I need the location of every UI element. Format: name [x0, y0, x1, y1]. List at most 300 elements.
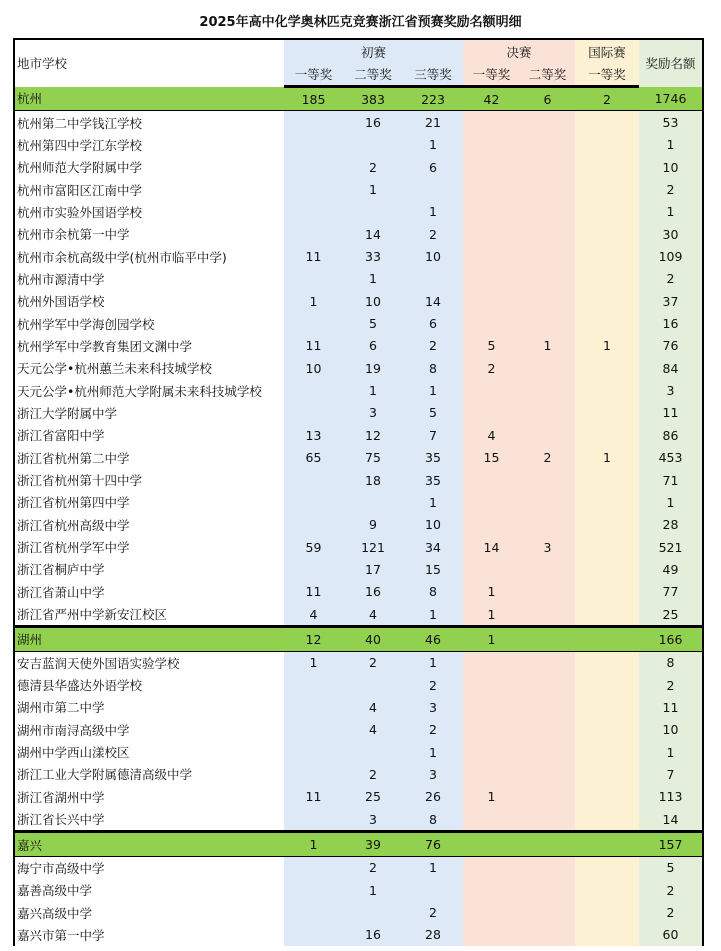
- school-name: 湖州市第二中学: [14, 696, 284, 718]
- school-name: 浙江省杭州高级中学: [14, 514, 284, 536]
- count-cell: [520, 312, 575, 334]
- school-name: 杭州市实验外国语学校: [14, 201, 284, 223]
- count-cell: [575, 581, 639, 603]
- region-name: 嘉兴: [14, 832, 284, 856]
- count-cell: [463, 719, 520, 741]
- count-cell: 1: [403, 651, 463, 674]
- table-row: [14, 719, 703, 741]
- total-cell: 7: [639, 763, 703, 785]
- count-cell: [520, 924, 575, 946]
- school-name: 湖州市南浔高级中学: [14, 719, 284, 741]
- count-cell: 2: [520, 447, 575, 469]
- count-cell: [575, 741, 639, 763]
- school-name: 杭州学军中学教育集团文渊中学: [14, 335, 284, 357]
- total-cell: 157: [639, 832, 703, 856]
- page-title: 2025年高中化学奥林匹克竞赛浙江省预赛奖励名额明细: [199, 15, 522, 30]
- total-cell: 11: [639, 696, 703, 718]
- count-cell: [575, 696, 639, 718]
- count-cell: [284, 696, 343, 718]
- school-name: 浙江省湖州中学: [14, 786, 284, 808]
- count-cell: [520, 808, 575, 832]
- header-school: 地市学校: [14, 39, 284, 87]
- table-row: [14, 379, 703, 401]
- school-name: 德清县华盛达外语学校: [14, 674, 284, 696]
- count-cell: 1: [463, 627, 520, 651]
- count-cell: [575, 514, 639, 536]
- school-name: 浙江省萧山中学: [14, 581, 284, 603]
- count-cell: [520, 786, 575, 808]
- count-cell: [575, 719, 639, 741]
- count-cell: [463, 156, 520, 178]
- total-cell: 8: [639, 651, 703, 674]
- table-row: [14, 268, 703, 290]
- table-row: [14, 514, 703, 536]
- table-row: [14, 357, 703, 379]
- school-name: 嘉善高级中学: [14, 879, 284, 901]
- count-cell: [520, 134, 575, 156]
- table-row: [14, 111, 703, 134]
- count-cell: [343, 134, 403, 156]
- total-cell: 28: [639, 514, 703, 536]
- count-cell: [520, 856, 575, 879]
- total-cell: 2: [639, 268, 703, 290]
- table-row: [14, 763, 703, 785]
- count-cell: [284, 856, 343, 879]
- table-row: [14, 178, 703, 200]
- table-row: [14, 786, 703, 808]
- count-cell: [520, 111, 575, 134]
- total-cell: 2: [639, 674, 703, 696]
- count-cell: [520, 424, 575, 446]
- count-cell: [520, 832, 575, 856]
- total-cell: 77: [639, 581, 703, 603]
- header-total: 奖励名额: [639, 39, 703, 87]
- table-row: [14, 223, 703, 245]
- total-cell: 1: [639, 491, 703, 513]
- count-cell: [575, 268, 639, 290]
- count-cell: [575, 201, 639, 223]
- count-cell: 17: [343, 558, 403, 580]
- total-cell: 453: [639, 447, 703, 469]
- table-row: [14, 696, 703, 718]
- count-cell: [575, 424, 639, 446]
- count-cell: [520, 223, 575, 245]
- count-cell: [575, 674, 639, 696]
- school-name: 嘉兴高级中学: [14, 901, 284, 923]
- count-cell: 5: [343, 312, 403, 334]
- count-cell: 8: [403, 808, 463, 832]
- table-row: [14, 581, 703, 603]
- count-cell: [575, 402, 639, 424]
- count-cell: [463, 514, 520, 536]
- count-cell: [575, 111, 639, 134]
- count-cell: 2: [575, 87, 639, 111]
- count-cell: [343, 901, 403, 923]
- table-row: [14, 134, 703, 156]
- count-cell: [520, 696, 575, 718]
- count-cell: [575, 223, 639, 245]
- count-cell: [284, 901, 343, 923]
- school-name: 杭州市富阳区江南中学: [14, 178, 284, 200]
- count-cell: 3: [520, 536, 575, 558]
- count-cell: 14: [403, 290, 463, 312]
- count-cell: 4: [284, 603, 343, 627]
- count-cell: 223: [403, 87, 463, 111]
- count-cell: [284, 223, 343, 245]
- count-cell: 2: [403, 719, 463, 741]
- table-row: [14, 651, 703, 674]
- count-cell: [463, 290, 520, 312]
- count-cell: 9: [343, 514, 403, 536]
- count-cell: [284, 201, 343, 223]
- count-cell: [284, 741, 343, 763]
- table-row: [14, 924, 703, 946]
- count-cell: 383: [343, 87, 403, 111]
- count-cell: 75: [343, 447, 403, 469]
- total-cell: 11: [639, 402, 703, 424]
- total-cell: 2: [639, 178, 703, 200]
- count-cell: 1: [284, 651, 343, 674]
- school-name: 天元公学•杭州师范大学附属未来科技城学校: [14, 379, 284, 401]
- count-cell: [284, 719, 343, 741]
- count-cell: 14: [343, 223, 403, 245]
- table-row: [14, 201, 703, 223]
- count-cell: [520, 558, 575, 580]
- count-cell: 16: [343, 924, 403, 946]
- count-cell: 1: [403, 856, 463, 879]
- total-cell: 1746: [639, 87, 703, 111]
- school-name: 杭州学军中学海创园学校: [14, 312, 284, 334]
- count-cell: [575, 290, 639, 312]
- school-name: 浙江工业大学附属德清高级中学: [14, 763, 284, 785]
- count-cell: [520, 402, 575, 424]
- count-cell: 1: [403, 603, 463, 627]
- count-cell: 1: [284, 832, 343, 856]
- count-cell: [463, 901, 520, 923]
- total-cell: 49: [639, 558, 703, 580]
- header-group-jue: 决赛: [463, 39, 575, 63]
- total-cell: 10: [639, 719, 703, 741]
- count-cell: 15: [403, 558, 463, 580]
- school-name: 杭州市余杭高级中学(杭州市临平中学): [14, 245, 284, 267]
- count-cell: [463, 223, 520, 245]
- count-cell: [575, 832, 639, 856]
- count-cell: [520, 651, 575, 674]
- count-cell: 16: [343, 111, 403, 134]
- count-cell: [284, 111, 343, 134]
- count-cell: 59: [284, 536, 343, 558]
- table-row: [14, 808, 703, 832]
- count-cell: 121: [343, 536, 403, 558]
- count-cell: 4: [463, 424, 520, 446]
- count-cell: 7: [403, 424, 463, 446]
- count-cell: [403, 178, 463, 200]
- count-cell: 2: [403, 223, 463, 245]
- count-cell: [284, 514, 343, 536]
- count-cell: [284, 402, 343, 424]
- count-cell: [463, 268, 520, 290]
- count-cell: [284, 156, 343, 178]
- count-cell: [520, 178, 575, 200]
- count-cell: 8: [403, 581, 463, 603]
- table-row: [14, 536, 703, 558]
- count-cell: 6: [343, 335, 403, 357]
- header-row-groups: [14, 39, 703, 63]
- count-cell: 76: [403, 832, 463, 856]
- count-cell: 1: [343, 178, 403, 200]
- total-cell: 71: [639, 469, 703, 491]
- school-name: 天元公学•杭州蕙兰未来科技城学校: [14, 357, 284, 379]
- count-cell: 21: [403, 111, 463, 134]
- count-cell: 11: [284, 786, 343, 808]
- table-row: [14, 558, 703, 580]
- count-cell: 1: [403, 201, 463, 223]
- count-cell: 2: [463, 357, 520, 379]
- school-name: 杭州第四中学江东学校: [14, 134, 284, 156]
- count-cell: [520, 357, 575, 379]
- count-cell: 13: [284, 424, 343, 446]
- header-chu-second: 二等奖: [343, 63, 403, 87]
- table-row: [14, 674, 703, 696]
- count-cell: [463, 312, 520, 334]
- header-chu-first: 一等奖: [284, 63, 343, 87]
- total-cell: 2: [639, 901, 703, 923]
- count-cell: [343, 201, 403, 223]
- total-cell: 3: [639, 379, 703, 401]
- table-row: [14, 245, 703, 267]
- table-row: [14, 447, 703, 469]
- count-cell: [463, 674, 520, 696]
- total-cell: 86: [639, 424, 703, 446]
- count-cell: 25: [343, 786, 403, 808]
- awards-table: [13, 38, 704, 946]
- count-cell: 1: [403, 491, 463, 513]
- count-cell: [575, 379, 639, 401]
- total-cell: 10: [639, 156, 703, 178]
- count-cell: [575, 786, 639, 808]
- count-cell: [575, 763, 639, 785]
- count-cell: 1: [343, 879, 403, 901]
- count-cell: 3: [343, 402, 403, 424]
- total-cell: 1: [639, 741, 703, 763]
- table-row: [14, 491, 703, 513]
- count-cell: [463, 111, 520, 134]
- count-cell: [284, 379, 343, 401]
- count-cell: [463, 808, 520, 832]
- count-cell: 8: [403, 357, 463, 379]
- count-cell: [463, 558, 520, 580]
- count-cell: 15: [463, 447, 520, 469]
- table-row: [14, 312, 703, 334]
- count-cell: 10: [403, 245, 463, 267]
- count-cell: 34: [403, 536, 463, 558]
- count-cell: 2: [403, 335, 463, 357]
- count-cell: [284, 134, 343, 156]
- count-cell: 14: [463, 536, 520, 558]
- table-row: [14, 901, 703, 923]
- count-cell: 65: [284, 447, 343, 469]
- school-name: 杭州第二中学钱江学校: [14, 111, 284, 134]
- count-cell: [284, 469, 343, 491]
- table-row: [14, 290, 703, 312]
- count-cell: [463, 469, 520, 491]
- count-cell: 2: [343, 156, 403, 178]
- total-cell: 14: [639, 808, 703, 832]
- count-cell: 1: [520, 335, 575, 357]
- count-cell: [575, 536, 639, 558]
- count-cell: [520, 290, 575, 312]
- count-cell: 1: [343, 268, 403, 290]
- school-name: 浙江省杭州第四中学: [14, 491, 284, 513]
- count-cell: 39: [343, 832, 403, 856]
- count-cell: 4: [343, 696, 403, 718]
- count-cell: 3: [403, 696, 463, 718]
- count-cell: 26: [403, 786, 463, 808]
- table-row: [14, 603, 703, 627]
- total-cell: 109: [639, 245, 703, 267]
- count-cell: 185: [284, 87, 343, 111]
- header-chu-third: 三等奖: [403, 63, 463, 87]
- count-cell: [463, 651, 520, 674]
- count-cell: [520, 763, 575, 785]
- count-cell: [520, 268, 575, 290]
- count-cell: 1: [463, 786, 520, 808]
- count-cell: 11: [284, 581, 343, 603]
- count-cell: [575, 651, 639, 674]
- count-cell: 1: [575, 447, 639, 469]
- total-cell: 37: [639, 290, 703, 312]
- count-cell: [463, 201, 520, 223]
- count-cell: 6: [403, 312, 463, 334]
- school-name: 杭州市源清中学: [14, 268, 284, 290]
- count-cell: [575, 856, 639, 879]
- count-cell: 5: [403, 402, 463, 424]
- region-name: 杭州: [14, 87, 284, 111]
- total-cell: 60: [639, 924, 703, 946]
- count-cell: [463, 245, 520, 267]
- table-row: [14, 424, 703, 446]
- count-cell: [284, 491, 343, 513]
- school-name: 湖州中学西山漾校区: [14, 741, 284, 763]
- count-cell: [284, 879, 343, 901]
- count-cell: 16: [343, 581, 403, 603]
- count-cell: 10: [284, 357, 343, 379]
- count-cell: [520, 719, 575, 741]
- count-cell: 11: [284, 245, 343, 267]
- school-name: 浙江省杭州第二中学: [14, 447, 284, 469]
- school-name: 浙江省桐庐中学: [14, 558, 284, 580]
- count-cell: [575, 156, 639, 178]
- count-cell: 18: [343, 469, 403, 491]
- count-cell: 1: [343, 379, 403, 401]
- count-cell: 35: [403, 447, 463, 469]
- count-cell: [463, 741, 520, 763]
- total-cell: 1: [639, 134, 703, 156]
- count-cell: [575, 901, 639, 923]
- count-cell: [575, 603, 639, 627]
- count-cell: 19: [343, 357, 403, 379]
- total-cell: 5: [639, 856, 703, 879]
- count-cell: 10: [403, 514, 463, 536]
- count-cell: [575, 357, 639, 379]
- count-cell: [463, 134, 520, 156]
- region-row: [14, 627, 703, 651]
- school-name: 浙江省杭州学军中学: [14, 536, 284, 558]
- header-group-chu: 初赛: [284, 39, 463, 63]
- header-guoji-first: 一等奖: [575, 63, 639, 87]
- count-cell: [575, 178, 639, 200]
- total-cell: 1: [639, 201, 703, 223]
- count-cell: 46: [403, 627, 463, 651]
- count-cell: [520, 245, 575, 267]
- count-cell: [463, 379, 520, 401]
- total-cell: 53: [639, 111, 703, 134]
- count-cell: [463, 879, 520, 901]
- count-cell: [520, 514, 575, 536]
- count-cell: [575, 312, 639, 334]
- count-cell: 40: [343, 627, 403, 651]
- count-cell: [520, 581, 575, 603]
- school-name: 杭州市余杭第一中学: [14, 223, 284, 245]
- count-cell: [463, 696, 520, 718]
- school-name: 浙江大学附属中学: [14, 402, 284, 424]
- count-cell: [575, 134, 639, 156]
- count-cell: [575, 808, 639, 832]
- count-cell: [520, 156, 575, 178]
- count-cell: [520, 741, 575, 763]
- count-cell: [284, 674, 343, 696]
- count-cell: 3: [343, 808, 403, 832]
- count-cell: 42: [463, 87, 520, 111]
- count-cell: [284, 763, 343, 785]
- count-cell: [575, 558, 639, 580]
- count-cell: [343, 741, 403, 763]
- count-cell: 1: [403, 134, 463, 156]
- total-cell: 166: [639, 627, 703, 651]
- count-cell: [284, 924, 343, 946]
- count-cell: [463, 178, 520, 200]
- count-cell: 1: [463, 603, 520, 627]
- total-cell: 2: [639, 879, 703, 901]
- count-cell: 1: [463, 581, 520, 603]
- count-cell: [520, 627, 575, 651]
- count-cell: [343, 491, 403, 513]
- count-cell: 6: [520, 87, 575, 111]
- header-jue-first: 一等奖: [463, 63, 520, 87]
- count-cell: 28: [403, 924, 463, 946]
- count-cell: [520, 674, 575, 696]
- total-cell: 84: [639, 357, 703, 379]
- count-cell: [284, 808, 343, 832]
- table-row: [14, 741, 703, 763]
- total-cell: 25: [639, 603, 703, 627]
- school-name: 浙江省长兴中学: [14, 808, 284, 832]
- total-cell: 16: [639, 312, 703, 334]
- count-cell: 10: [343, 290, 403, 312]
- count-cell: [520, 201, 575, 223]
- count-cell: [520, 901, 575, 923]
- total-cell: 76: [639, 335, 703, 357]
- table-row: [14, 856, 703, 879]
- count-cell: [520, 491, 575, 513]
- count-cell: 12: [284, 627, 343, 651]
- count-cell: [343, 674, 403, 696]
- count-cell: 3: [403, 763, 463, 785]
- count-cell: [463, 402, 520, 424]
- count-cell: [575, 924, 639, 946]
- count-cell: 4: [343, 603, 403, 627]
- count-cell: [284, 558, 343, 580]
